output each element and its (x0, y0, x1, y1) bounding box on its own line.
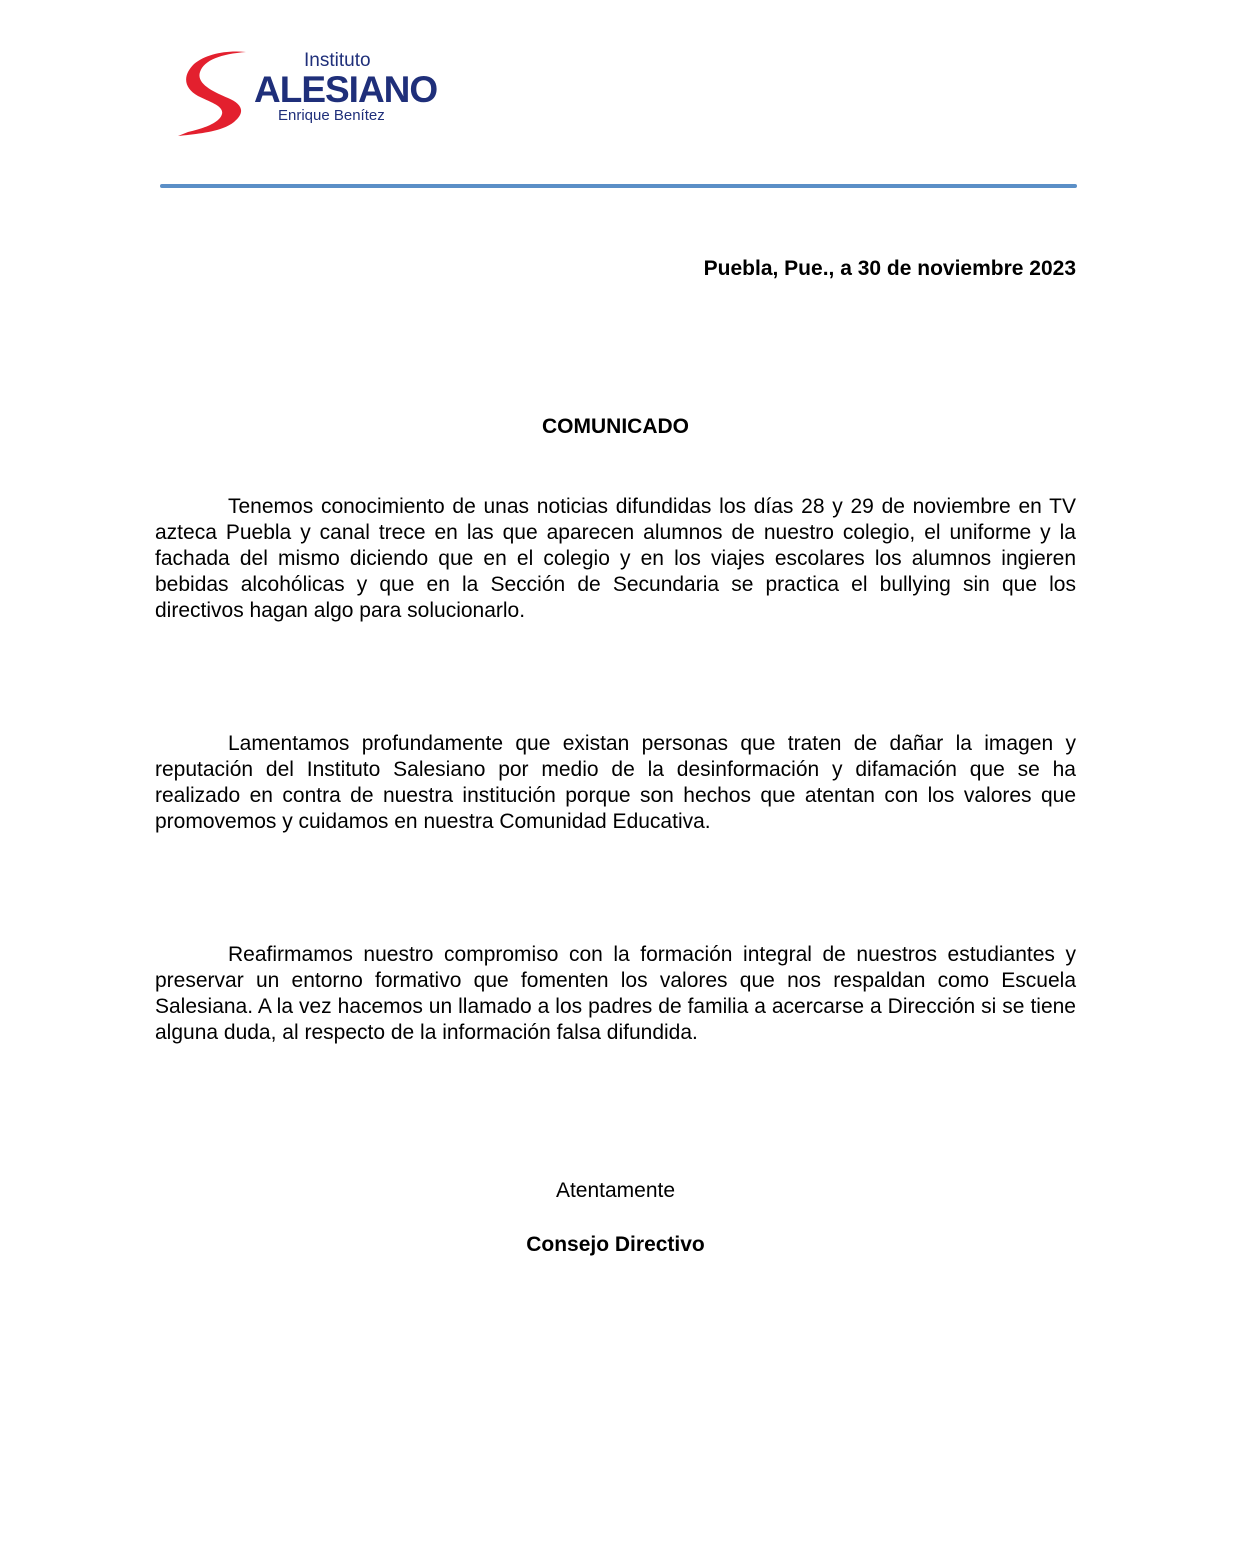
document-date: Puebla, Pue., a 30 de noviembre 2023 (703, 257, 1076, 280)
logo-line-salesiano: ALESIANO (254, 69, 438, 110)
logo-line-instituto: Instituto (304, 50, 371, 71)
body-paragraph-1: Tenemos conocimiento de unas noticias difundidas los días 28 y 29 de noviembre en TV azteca Puebla y canal trece en las que aparecen alumnos de nuestro colegio, el uniforme y la fachada del mismo diciendo que en el colegio y en los viajes escolares los alumnos ingieren bebidas alcohólicas y que en la Sección de Secundaria se practica el bullying sin que los directivos hagan algo para solucionarlo. (155, 495, 1076, 622)
body-paragraph-2: Lamentamos profundamente que existan personas que traten de dañar la imagen y reputación del Instituto Salesiano por medio de la desinformación y difamación que se ha realizado en contra de nuestra institución porque son hechos que atentan con los valores que promovemos y cuidamos en nuestra Comunidad Educativa. (155, 732, 1076, 833)
body-paragraph-3: Reafirmamos nuestro compromiso con la formación integral de nuestros estudiantes y preservar un entorno formativo que fomenten los valores que nos respaldan como Escuela Salesiana. A la vez hacemos un llamado a los padres de familia a acercarse a Dirección si se tiene alguna duda, al respecto de la información falsa difundida. (155, 943, 1076, 1044)
logo-line-enrique-benitez: Enrique Benítez (278, 107, 385, 124)
document-title: COMUNICADO (542, 415, 689, 438)
signature-block: Consejo Directivo (526, 1233, 705, 1256)
institution-logo (176, 48, 438, 140)
header-divider (160, 184, 1077, 188)
closing-salutation: Atentamente (555, 1179, 676, 1202)
